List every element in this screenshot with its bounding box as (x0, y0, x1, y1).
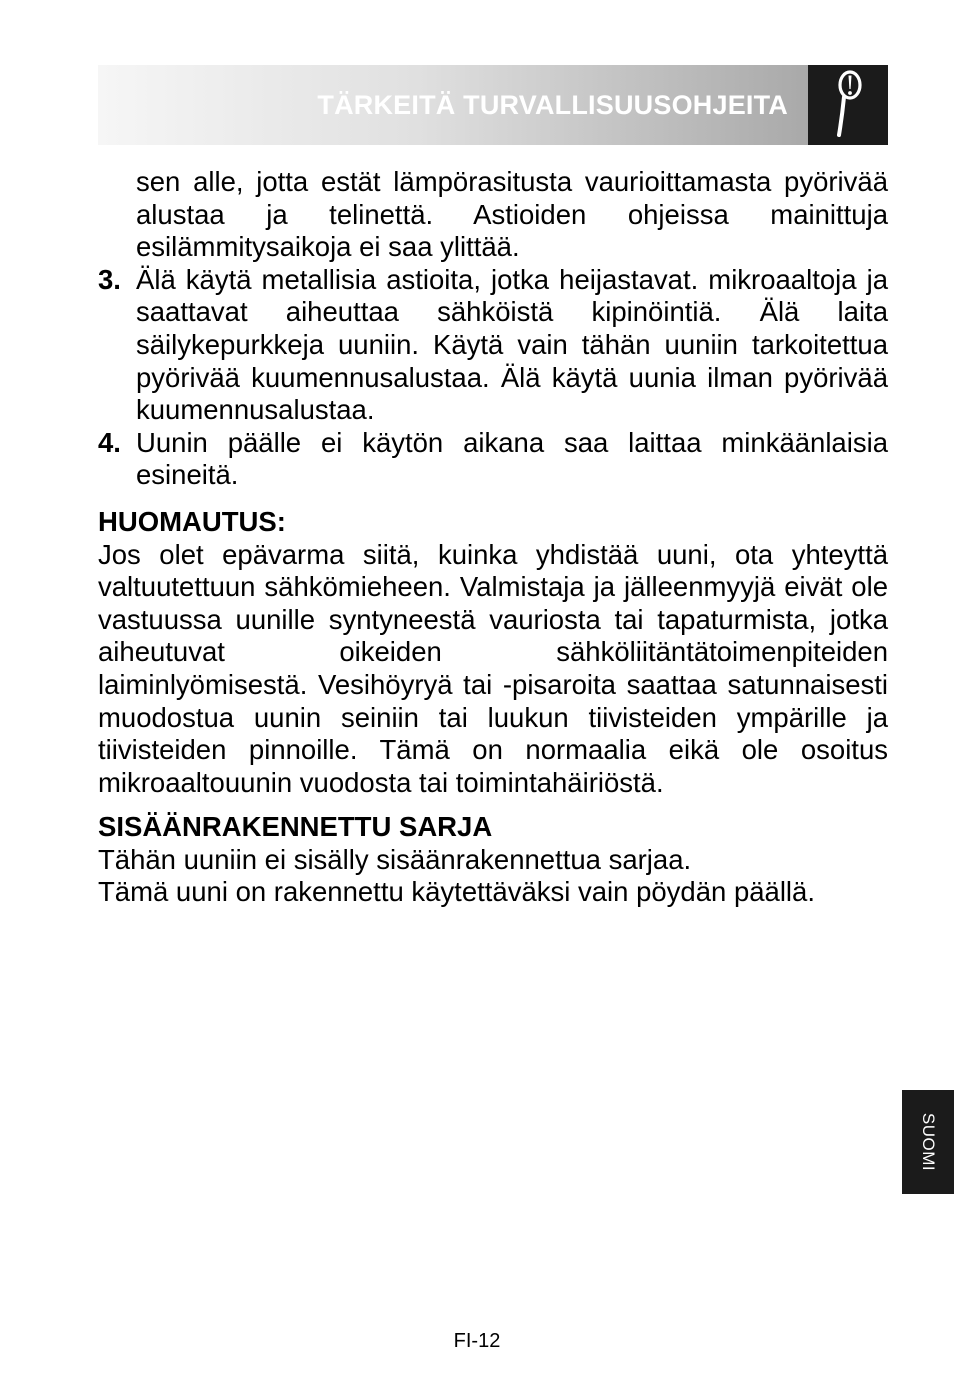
language-side-tab (902, 1090, 954, 1194)
section-title: TÄRKEITÄ TURVALLISUUSOHJEITA (317, 90, 788, 120)
page-number: FI-12 (453, 1330, 501, 1352)
continuation-paragraph: sen alle, jotta estät lämpörasitusta vaurioittamasta pyörivää alustaa ja telinettä. Astioiden ohjeissa mainittuja esilämmitysaikoja ei saa ylittää. (136, 166, 888, 263)
list-item (98, 427, 888, 492)
language-label: SUOMI (919, 1112, 938, 1172)
list-item (98, 264, 888, 427)
list-item-number: 4. (98, 426, 121, 458)
main-content (98, 166, 888, 909)
warning-exclamation-icon (808, 65, 888, 145)
list-item-text: Uunin päälle ei käytön aikana saa laittaa minkäänlaisia esineitä. (136, 426, 888, 491)
builtin-line-2: Tämä uuni on rakennettu käytettäväksi vain pöydän päällä. (98, 876, 815, 908)
note-heading: HUOMAUTUS: (98, 505, 286, 537)
list-item-number: 3. (98, 263, 121, 295)
list-item-text: Älä käytä metallisia astioita, jotka heijastavat. mikroaaltoja ja saattavat aiheuttaa sähköistä kipinöintiä. Älä laita säilykepurkkeja uuniin. Käytä vain tähän uuniin tarkoitettua pyörivää kuumennusalustaa. Älä käytä uunia ilman pyörivää kuumennusalustaa. (136, 263, 888, 426)
builtin-line-1: Tähän uuniin ei sisälly sisäänrakennettua sarjaa. (98, 843, 692, 875)
note-paragraph: Jos olet epävarma siitä, kuinka yhdistää uuni, ota yhteyttä valtuutettuun sähkömieheen. Valmistaja ja jälleenmyyjä eivät ole vastuussa uunille syntyneestä vauriosta tai tapaturmista, jotka aiheutuvat oikeiden sähköliitäntätoimenpiteiden laiminlyömisestä. Vesihöyryä tai -pisaroita saattaa satunnaisesti muodostua uunin seiniin tai luukun tiivisteiden ympärille ja tiivisteiden pinnoille. Tämä on normaalia eikä ole osoitus mikroaaltouunin vuodosta tai toimintahäiriöstä. (98, 538, 888, 798)
header-icon-box (808, 65, 888, 145)
builtin-heading: SISÄÄNRAKENNETTU SARJA (98, 811, 493, 843)
section-header-bar (98, 65, 808, 145)
